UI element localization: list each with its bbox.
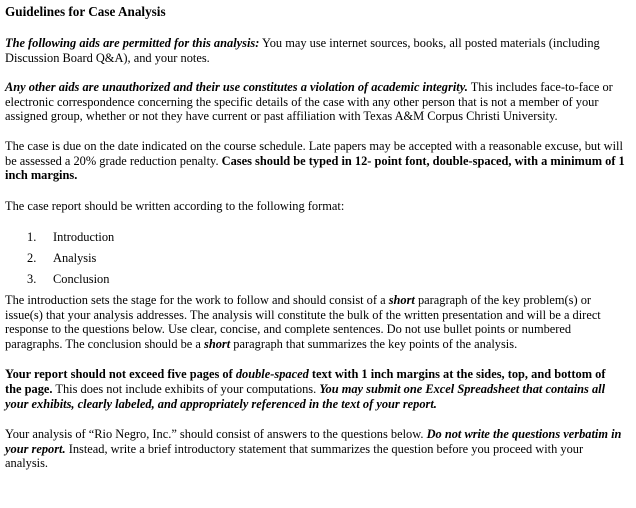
list-item	[27, 230, 625, 245]
due-date-paragraph	[5, 139, 625, 183]
length-text-a: Your report should not exceed five pages of	[5, 367, 236, 382]
double-spaced-emphasis: double-spaced	[235, 367, 309, 382]
short-emphasis: short	[204, 336, 231, 351]
short-emphasis: short	[388, 293, 415, 308]
exhibits-text: This does not include exhibits of your computations.	[52, 381, 320, 396]
structure-text-c: paragraph that summarizes the key points of the analysis.	[230, 336, 518, 351]
structure-text-b: paragraph of the key problem(s) or issue(s) that your analysis addresses. The analysis will constitute the bulk of the written presentation and will be a direct response to the questions below. Use clear, concise, and complete sentences. Do not use bullet points or numbered paragraphs. The conclusion should be a	[5, 293, 601, 351]
formatting-requirement: Cases should be typed in 12- point font, double-spaced, with a minimum of 1 inch margins.	[5, 153, 625, 183]
spreadsheet-text: You may submit one Excel Spreadsheet that contains all your exhibits, clearly labeled, and appropriately referenced in the text of your report.	[5, 381, 606, 411]
permitted-aids-paragraph	[5, 36, 625, 65]
length-paragraph	[5, 367, 625, 411]
list-item-label: Conclusion	[53, 272, 110, 287]
format-list	[5, 230, 625, 286]
list-item-number: 2.	[27, 251, 37, 266]
list-item-label: Analysis	[53, 251, 97, 266]
analysis-paragraph	[5, 427, 625, 471]
list-item-number: 1.	[27, 230, 37, 245]
page-title: Guidelines for Case Analysis	[5, 4, 166, 19]
list-item-number: 3.	[27, 272, 37, 287]
structure-paragraph	[5, 293, 625, 351]
length-text-b: text with 1 inch margins at the sides, top, and bottom of the page.	[5, 367, 606, 396]
unauthorized-aids-paragraph	[5, 80, 625, 124]
unauthorized-aids-lead: Any other aids are unauthorized and their use constitutes a violation of academic integrity.	[5, 80, 468, 95]
permitted-aids-text: You may use internet sources, books, all posted materials (including Discussion Board Q&A), and your notes.	[5, 36, 600, 65]
verbatim-warning: Do not write the questions verbatim in your report.	[5, 427, 622, 456]
list-item	[27, 251, 625, 266]
due-date-text: The case is due on the date indicated on the course schedule. Late papers may be accepted with a reasonable excuse, but will be assessed a 20% grade reduction penalty.	[5, 138, 623, 168]
permitted-aids-lead: The following aids are permitted for this analysis:	[5, 36, 260, 50]
analysis-text-c: Instead, write a brief introductory statement that summarizes the question before you proceed with your analysis.	[5, 441, 584, 471]
structure-text-a: The introduction sets the stage for the work to follow and should consist of a	[5, 293, 389, 308]
list-item-label: Introduction	[53, 230, 115, 245]
analysis-text-a: Your analysis of “Rio Negro, Inc.” should consist of answers to the questions below.	[5, 427, 427, 442]
format-intro-paragraph: The case report should be written according to the following format:	[5, 198, 345, 213]
list-item	[27, 272, 625, 287]
unauthorized-aids-text: This includes face-to-face or electronic correspondence concerning the specific details of the case with any other person that is not a member of your assigned group, whether or not they have current or past affiliation with Texas A&M Corpus Christi University.	[5, 80, 613, 124]
